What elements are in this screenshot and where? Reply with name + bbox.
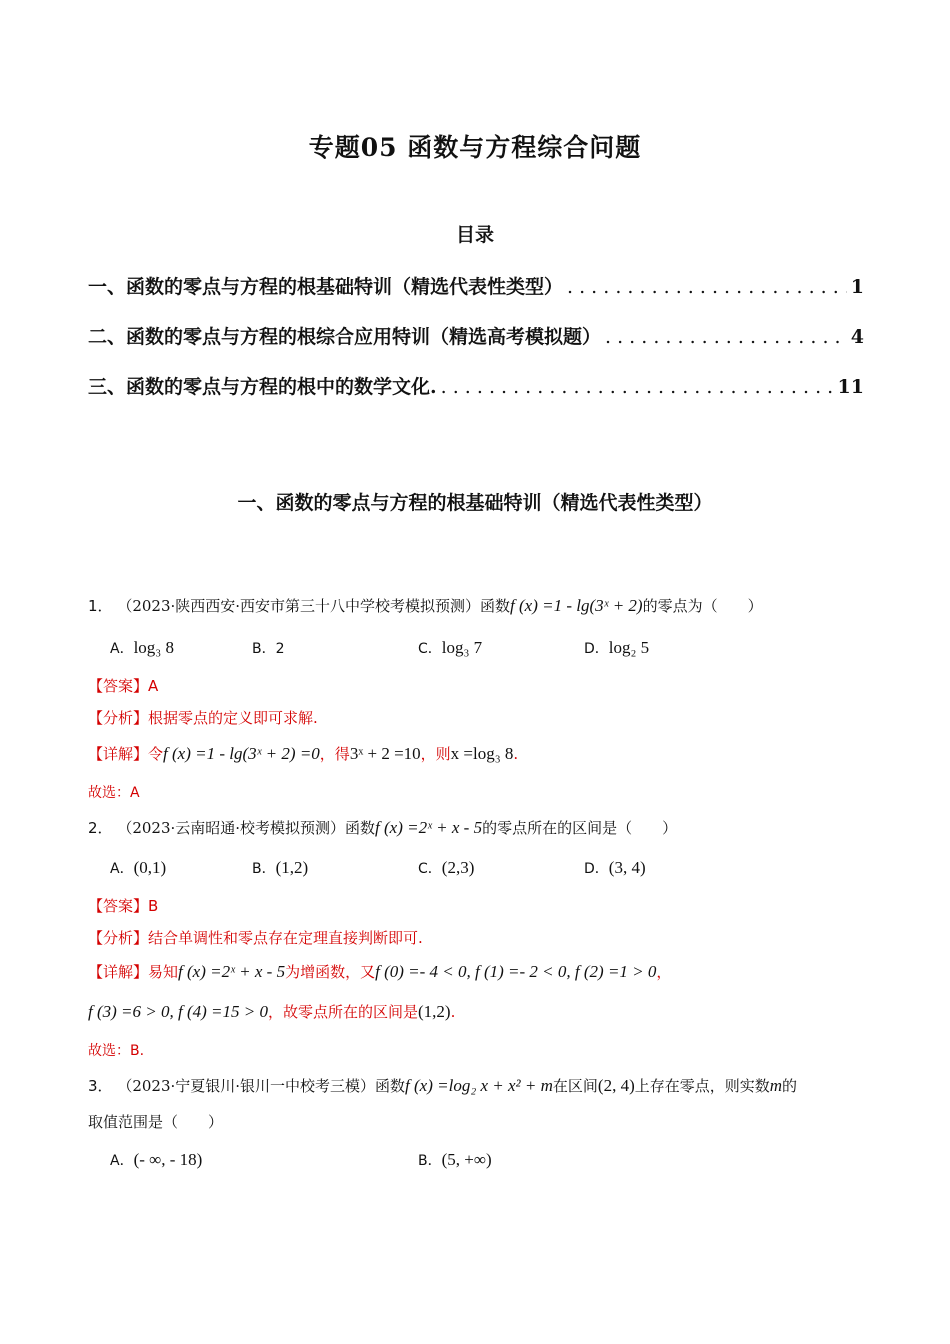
option-label: A． (110, 641, 134, 657)
q1-detail (88, 742, 518, 766)
q2-option-c[interactable] (418, 856, 474, 881)
option-label: D． (584, 861, 609, 877)
q2-analysis (88, 926, 423, 950)
toc-leader-dots (567, 276, 847, 298)
section-1-heading: 一、函数的零点与方程的根基础特训（精选代表性类型） (237, 492, 713, 514)
function-expression: f (x) =1 - lg(3ˣ + 2) (510, 596, 643, 615)
interval: (2, 4) (597, 1076, 635, 1095)
question-number: 2． (88, 819, 113, 837)
question-2-stem (88, 816, 677, 840)
analysis-tag: 【分析】 (88, 709, 149, 727)
toc-leader-dots (441, 376, 834, 398)
question-number: 3． (88, 1077, 113, 1095)
q2-option-d[interactable] (584, 856, 646, 881)
q1-option-c[interactable] (418, 636, 482, 661)
question-source: （2023·陕西西安·西安市第三十八中学校考模拟预测）函数 (117, 597, 511, 615)
detail-equation: 3ˣ + 2 =10 (349, 744, 421, 763)
toc-leader-dots (605, 326, 847, 348)
option-value: log₃ 8 (133, 638, 174, 657)
q1-option-b[interactable] (252, 636, 285, 661)
detail-equation: f (0) =- 4 < 0, f (1) =- 2 < 0, f (2) =1 > 0 (375, 962, 657, 981)
variable: m (769, 1076, 783, 1095)
answer-value: B (148, 897, 159, 915)
option-value: log₃ 7 (441, 638, 483, 657)
question-tail: 的零点所在的区间是（ ） (482, 819, 678, 837)
toc-entry-text: 二、函数的零点与方程的根综合应用特训（精选高考模拟题） (88, 326, 602, 348)
question-source: （2023·宁夏银川·银川一中校考三模）函数 (117, 1077, 406, 1095)
option-label: C． (418, 861, 442, 877)
option-value: (1,2) (275, 858, 309, 877)
option-value: 2 (275, 641, 285, 657)
detail-equation: f (x) =2ˣ + x - 5 (178, 962, 286, 981)
detail-text: ，则 (420, 745, 451, 763)
question-number: 1． (88, 597, 113, 615)
question-text: 的 (782, 1077, 798, 1095)
question-tail: 的零点为（ ） (642, 597, 763, 615)
detail-text: ，得 (319, 745, 350, 763)
q2-option-b[interactable] (252, 856, 308, 881)
q2-detail-cont (88, 1000, 455, 1024)
question-text: 在区间 (552, 1077, 598, 1095)
q2-option-a[interactable] (110, 856, 166, 881)
detail-equation: f (3) =6 > 0, f (4) =15 > 0 (88, 1002, 268, 1021)
option-label: C． (418, 641, 442, 657)
question-1-stem (88, 594, 763, 618)
question-3-stem (88, 1074, 797, 1098)
toc-page-number: 11 (837, 376, 864, 398)
q2-answer (88, 894, 158, 918)
option-label: A． (110, 1153, 134, 1169)
q1-option-d[interactable] (584, 636, 649, 661)
option-value: (3, 4) (608, 858, 646, 877)
question-text: 上存在零点，则实数 (634, 1077, 770, 1095)
option-value: (2,3) (441, 858, 475, 877)
option-value: (5, +∞) (441, 1150, 492, 1169)
detail-tag: 【详解】 (88, 745, 149, 763)
option-label: B． (252, 641, 276, 657)
option-label: B． (252, 861, 276, 877)
question-text: 取值范围是（ ） (88, 1113, 224, 1131)
answer-tag: 【答案】 (88, 677, 149, 695)
analysis-text: 根据零点的定义即可求解. (148, 709, 318, 727)
toc-entry-1[interactable] (88, 272, 864, 299)
toc-page-number: 1 (850, 276, 864, 298)
detail-text: 易知 (148, 963, 179, 981)
option-value: log₂ 5 (608, 638, 650, 657)
document-title: 专题05 函数与方程综合问题 (308, 133, 642, 162)
detail-text: 为增函数，又 (285, 963, 376, 981)
q3-option-b[interactable] (418, 1148, 492, 1173)
q3-option-a[interactable] (110, 1148, 202, 1173)
choose-text: 故选：B. (88, 1043, 145, 1059)
analysis-text: 结合单调性和零点存在定理直接判断即可. (148, 929, 423, 947)
q2-detail (88, 960, 671, 984)
function-expression: f (x) =log₂ x + x² + m (405, 1076, 553, 1095)
detail-equation: f (x) =1 - lg(3ˣ + 2) =0 (163, 744, 320, 763)
detail-equation: (1,2) (418, 1002, 451, 1021)
choose-text: 故选：A (88, 785, 140, 801)
function-expression: f (x) =2ˣ + x - 5 (375, 818, 483, 837)
toc-heading: 目录 (455, 224, 494, 246)
detail-equation: x =log₃ 8 (450, 744, 514, 763)
option-label: A． (110, 861, 134, 877)
q1-analysis (88, 706, 318, 730)
option-label: D． (584, 641, 609, 657)
detail-text: ，故零点所在的区间是 (267, 1003, 418, 1021)
detail-text: . (450, 1003, 456, 1021)
q1-option-a[interactable] (110, 636, 174, 661)
option-value: (0,1) (133, 858, 167, 877)
detail-text: ， (656, 963, 672, 981)
analysis-tag: 【分析】 (88, 929, 149, 947)
toc-entry-3[interactable] (88, 372, 864, 399)
toc-entry-text: 三、函数的零点与方程的根中的数学文化. (88, 376, 437, 398)
toc-entry-text: 一、函数的零点与方程的根基础特训（精选代表性类型） (88, 276, 564, 298)
question-source: （2023·云南昭通·校考模拟预测）函数 (117, 819, 376, 837)
toc-page-number: 4 (850, 326, 864, 348)
option-value: (- ∞, - 18) (133, 1150, 203, 1169)
detail-text: . (513, 745, 519, 763)
q1-answer (88, 674, 158, 698)
q2-choose (88, 1038, 144, 1063)
detail-text: 令 (148, 745, 164, 763)
q1-choose (88, 780, 140, 805)
detail-tag: 【详解】 (88, 963, 149, 981)
question-3-stem-cont (88, 1110, 223, 1134)
answer-value: A (148, 677, 159, 695)
option-label: B． (418, 1153, 442, 1169)
answer-tag: 【答案】 (88, 897, 149, 915)
toc-entry-2[interactable] (88, 322, 864, 349)
